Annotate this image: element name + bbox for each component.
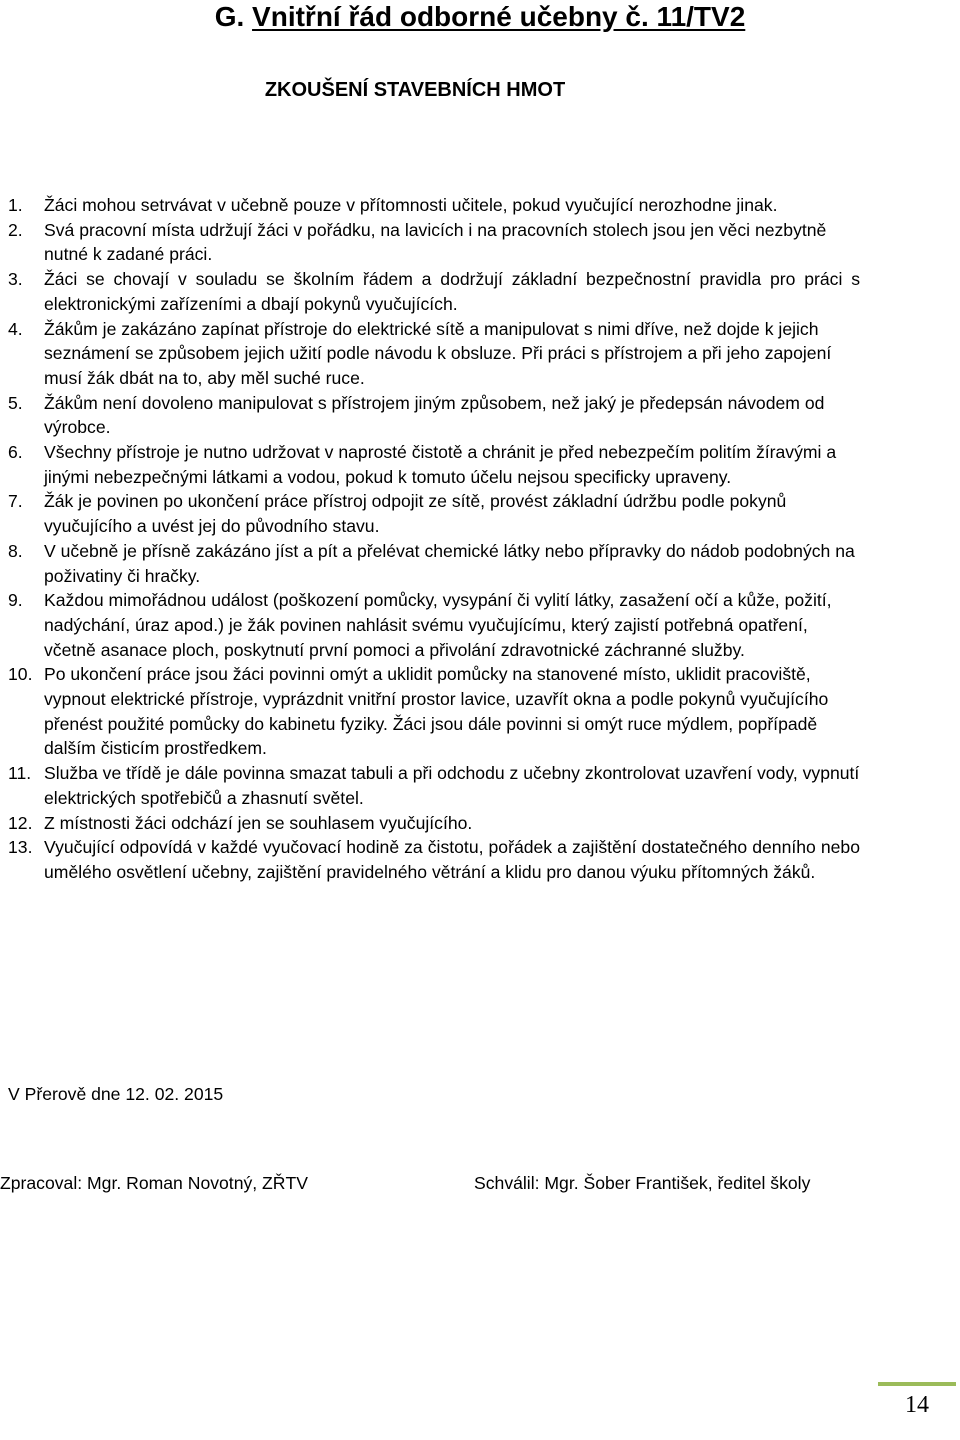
rule-text: Každou mimořádnou událost (poškození pomůcky, vysypání či vylití látky, zasažení očí a kůže, požití, nadýchání, úraz apod.) je žák povinen nahlásit svému vyučujícímu, který zajistí potřebná opatření, včetně asanace ploch, poskytnutí první pomoci a přivolání zdravotnické záchranné služby. (44, 590, 832, 660)
title-main: Vnitřní řád odborné učebny č. 11/TV2 (252, 1, 746, 32)
approved-by: Schválil: Mgr. Šober František, ředitel školy (474, 1173, 811, 1193)
rule-number: 1. (8, 195, 23, 215)
rule-text: Svá pracovní místa udržují žáci v pořádku, na lavicích i na pracovních stolech jsou jen věci nezbytně nutné k zadané práci. (44, 219, 827, 265)
rule-text: Žákům je zakázáno zapínat přístroje do elektrické sítě a manipulovat s nimi dříve, než dojde k jejich seznámení se způsobem jejich užití podle návodu k obsluze. Při práci s přístrojem a při jeho zapojení musí žák dbát na to, aby měl suché ruce. (44, 318, 832, 388)
rule-number: 13. (8, 837, 33, 858)
rule-number: 7. (8, 491, 23, 512)
document-subtitle: ZKOUŠENÍ STAVEBNÍCH HMOT (264, 79, 566, 101)
rule-item (8, 391, 860, 440)
rule-text: Všechny přístroje je nutno udržovat v naprosté čistotě a chránit je před nebezpečím politím žíravými a jinými nebezpečnými látkami a vodou, pokud k tomuto účelu nejsou specificky upraveny. (44, 442, 837, 487)
page-number-rule (878, 1382, 956, 1386)
rule-item (8, 317, 860, 391)
rules-list (8, 193, 860, 885)
rule-text: Vyučující odpovídá v každé vyučovací hodině za čistotu, pořádek a zajištění dostatečného denního nebo umělého osvětlení učebny, zajištění pravidelného větrání a klidu pro danou výuku přítomných žáků. (44, 837, 860, 882)
rule-number: 2. (8, 219, 23, 240)
rule-text: V učebně je přísně zakázáno jíst a pít a přelévat chemické látky nebo přípravky do nádob podobných na poživatiny či hračky. (44, 540, 855, 586)
rule-item (8, 811, 860, 836)
rule-item (8, 662, 860, 761)
document-title (0, 0, 960, 34)
rule-number: 5. (8, 392, 23, 413)
rule-number: 8. (8, 540, 23, 561)
rule-item (8, 761, 860, 810)
prepared-by: Zpracoval: Mgr. Roman Novotný, ZŘTV (0, 1173, 308, 1193)
rule-item (8, 267, 860, 316)
rule-number: 4. (8, 318, 23, 339)
rule-item (8, 835, 860, 884)
rule-number: 11. (8, 763, 32, 784)
title-prefix: G. (214, 1, 253, 32)
rule-text: Žákům není dovoleno manipulovat s přístrojem jiným způsobem, než jaký je předepsán návodem od výrobce. (44, 392, 825, 438)
rule-number: 6. (8, 442, 23, 463)
rule-item (8, 440, 860, 489)
rule-text: Žák je povinen po ukončení práce přístroj odpojit ze sítě, provést základní údržbu podle pokynů vyučujícího a uvést jej do původního stavu. (44, 491, 787, 537)
rule-item (8, 539, 860, 588)
rule-number: 9. (8, 590, 23, 611)
rule-number: 10. (8, 664, 33, 685)
rule-item (8, 588, 860, 662)
rule-text: Z místnosti žáci odchází jen se souhlasem vyučujícího. (44, 812, 473, 833)
place-date: V Přerově dne 12. 02. 2015 (8, 1084, 224, 1104)
rule-text: Služba ve třídě je dále povinna smazat tabuli a při odchodu z učebny zkontrolovat uzavření vody, vypnutí elektrických spotřebičů a zhasnutí světel. (44, 763, 860, 808)
rule-number: 3. (8, 269, 23, 290)
rule-item (8, 193, 860, 218)
rule-text: Žáci mohou setrvávat v učebně pouze v přítomnosti učitele, pokud vyučující nerozhodne jinak. (44, 195, 778, 215)
rule-text: Po ukončení práce jsou žáci povinni omýt a uklidit pomůcky na stanovené místo, uklidit pracoviště, vypnout elektrické přístroje, vyprázdnit vnitřní prostor lavice, uzavřít okna a podle pokynů vyučujícího přenést použité pomůcky do kabinetu fyziky. Žáci jsou dále povinni si omýt ruce mýdlem, popřípadě dalším čisticím prostředkem. (44, 664, 829, 759)
page-number: 14 (905, 1392, 929, 1418)
rule-number: 12. (8, 812, 33, 833)
rule-item (8, 489, 860, 538)
rule-text: Žáci se chovají v souladu se školním řádem a dodržují základní bezpečnostní pravidla pro práci s elektronickými zařízeními a dbají pokynů vyučujících. (44, 269, 860, 314)
rule-item (8, 218, 860, 267)
